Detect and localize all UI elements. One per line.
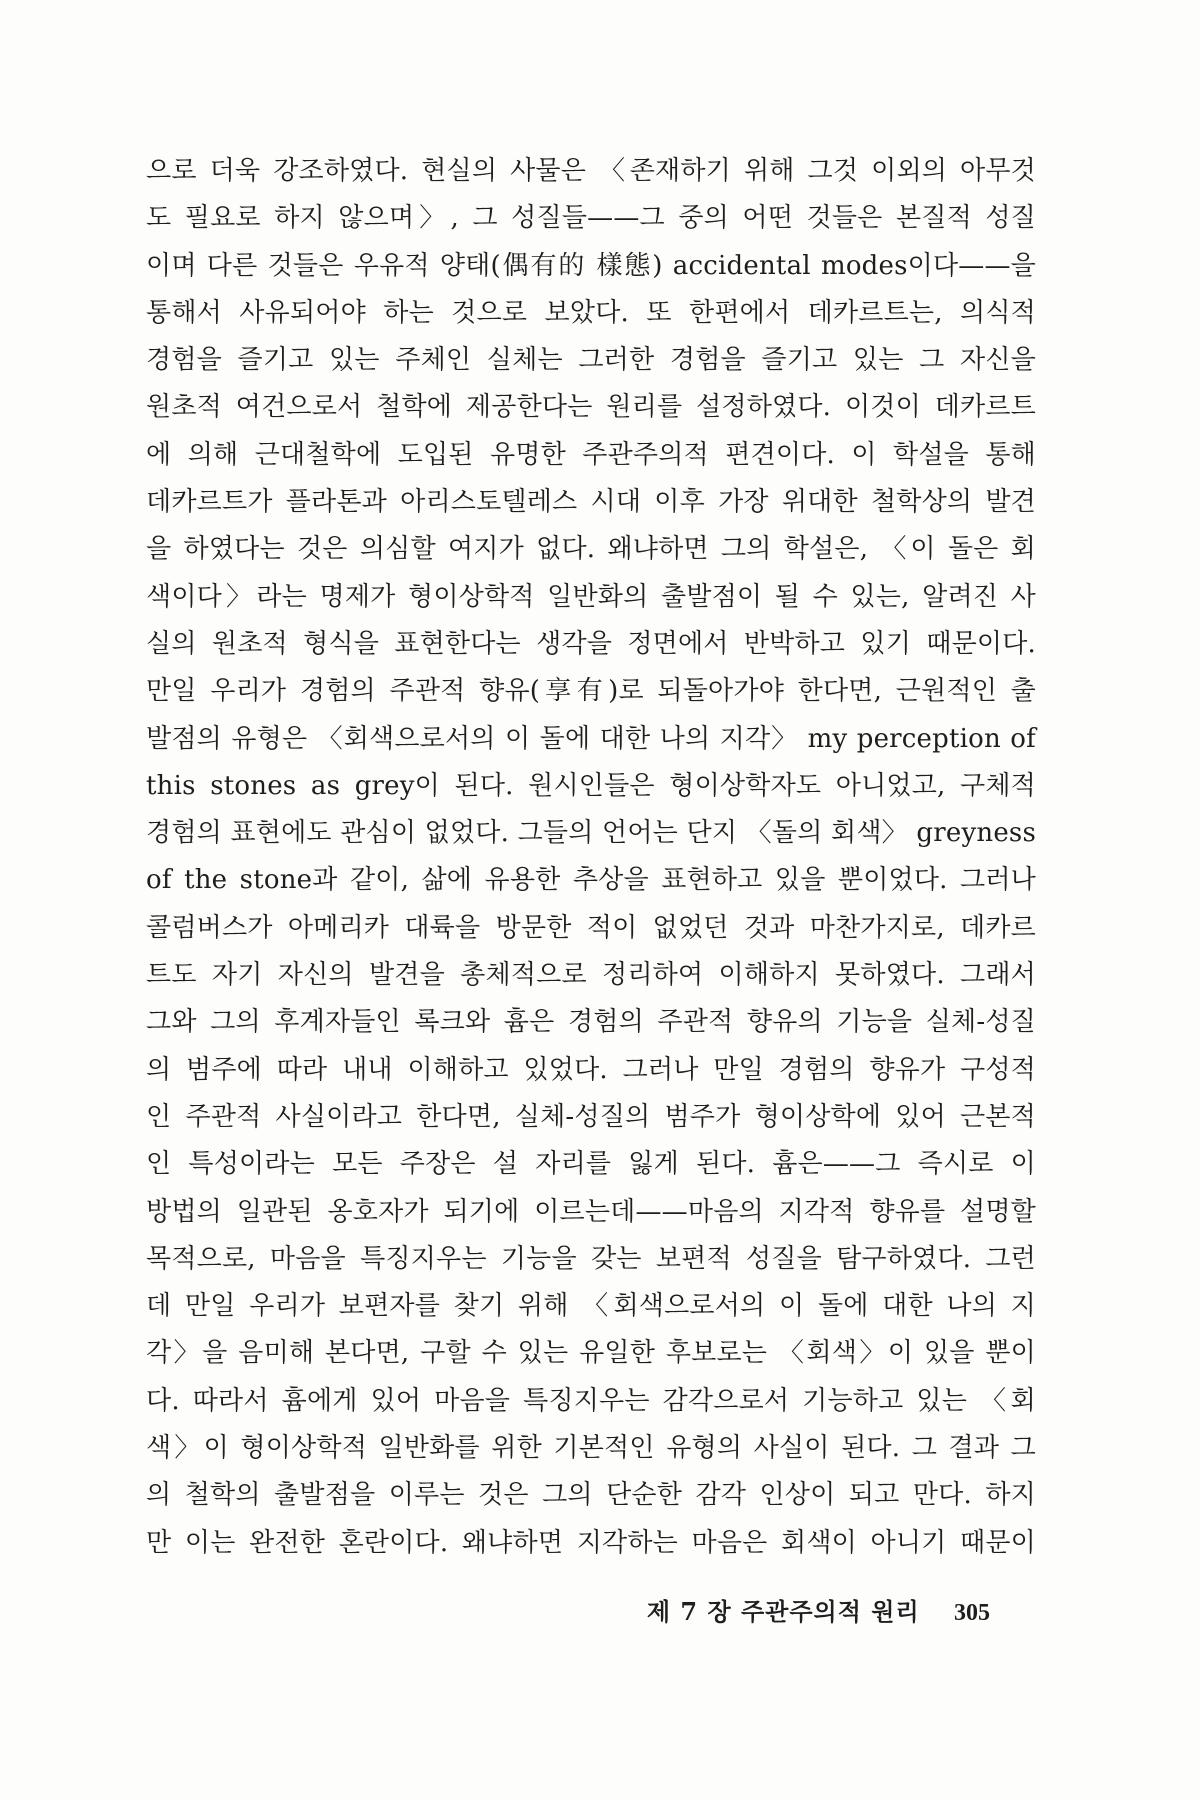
text-line: 발점의 유형은 〈회색으로서의 이 돌에 대한 나의 지각〉 my perception of bbox=[146, 723, 1036, 754]
page-footer bbox=[647, 1592, 990, 1627]
text-line: 의 범주에 따라 내내 이해하고 있었다. 그러나 만일 경험의 향유가 구성적 bbox=[146, 1054, 1036, 1085]
text-line: 통해서 사유되어야 하는 것으로 보았다. 또 한편에서 데카르트는, 의식적 bbox=[146, 297, 1036, 328]
text-line: 실의 원초적 형식을 표현한다는 생각을 정면에서 반박하고 있기 때문이다. bbox=[146, 628, 1036, 659]
text-line: 데 만일 우리가 보편자를 찾기 위해 〈회색으로서의 이 돌에 대한 나의 지 bbox=[146, 1291, 1036, 1322]
text-line: 경험의 표현에도 관심이 없었다. 그들의 언어는 단지 〈돌의 회색〉 greyness bbox=[146, 818, 1036, 849]
body-text bbox=[146, 148, 1036, 1567]
text-line: 을 하였다는 것은 의심할 여지가 없다. 왜냐하면 그의 학설은, 〈이 돌은 회 bbox=[146, 534, 1036, 565]
text-line: this stones as grey이 된다. 원시인들은 형이상학자도 아니었고, 구체적 bbox=[146, 770, 1036, 801]
text-line: 경험을 즐기고 있는 주체인 실체는 그러한 경험을 즐기고 있는 그 자신을 bbox=[146, 345, 1036, 376]
text-line: 목적으로, 마음을 특징지우는 기능을 갖는 보편적 성질을 탐구하였다. 그런 bbox=[146, 1243, 1036, 1274]
text-line: 다. 따라서 흄에게 있어 마음을 특징지우는 감각으로서 기능하고 있는 〈회 bbox=[146, 1385, 1036, 1416]
text-line: 도 필요로 하지 않으며〉, 그 성질들——그 중의 어떤 것들은 본질적 성질 bbox=[146, 203, 1036, 234]
text-line: 인 특성이라는 모든 주장은 설 자리를 잃게 된다. 흄은——그 즉시로 이 bbox=[146, 1149, 1036, 1180]
chapter-title: 제 7 장 주관주의적 원리 bbox=[646, 1597, 920, 1626]
text-line: 이며 다른 것들은 우유적 양태(偶有的 樣態) accidental modes이다——을 bbox=[146, 250, 1036, 281]
text-line: 에 의해 근대철학에 도입된 유명한 주관주의적 편견이다. 이 학설을 통해 bbox=[146, 439, 1036, 470]
text-line: 만일 우리가 경험의 주관적 향유(享有)로 되돌아가야 한다면, 근원적인 출 bbox=[146, 676, 1036, 707]
text-line: 원초적 여건으로서 철학에 제공한다는 원리를 설정하였다. 이것이 데카르트 bbox=[146, 392, 1036, 423]
text-line: 색〉이 형이상학적 일반화를 위한 기본적인 유형의 사실이 된다. 그 결과 그 bbox=[146, 1433, 1036, 1464]
text-line: 데카르트가 플라톤과 아리스토텔레스 시대 이후 가장 위대한 철학상의 발견 bbox=[146, 487, 1036, 518]
text-line: 콜럼버스가 아메리카 대륙을 방문한 적이 없었던 것과 마찬가지로, 데카르 bbox=[146, 912, 1036, 943]
text-line: 그와 그의 후계자들인 록크와 흄은 경험의 주관적 향유의 기능을 실체-성질 bbox=[146, 1007, 1036, 1038]
text-line: 각〉을 음미해 본다면, 구할 수 있는 유일한 후보로는 〈회색〉이 있을 뿐이 bbox=[146, 1338, 1036, 1369]
text-line: 으로 더욱 강조하였다. 현실의 사물은 〈존재하기 위해 그것 이외의 아무것 bbox=[146, 156, 1036, 186]
text-line: 색이다〉라는 명제가 형이상학적 일반화의 출발점이 될 수 있는, 알려진 사 bbox=[146, 581, 1036, 612]
page-number: 305 bbox=[954, 1600, 990, 1626]
text-line: 방법의 일관된 옹호자가 되기에 이르는데——마음의 지각적 향유를 설명할 bbox=[146, 1196, 1036, 1227]
text-line: 만 이는 완전한 혼란이다. 왜냐하면 지각하는 마음은 회색이 아니기 때문이 bbox=[146, 1527, 1036, 1558]
text-line: 의 철학의 출발점을 이루는 것은 그의 단순한 감각 인상이 되고 만다. 하지 bbox=[146, 1480, 1036, 1511]
text-line: 인 주관적 사실이라고 한다면, 실체-성질의 범주가 형이상학에 있어 근본적 bbox=[146, 1101, 1036, 1132]
text-line: of the stone과 같이, 삶에 유용한 추상을 표현하고 있을 뿐이었다. 그러나 bbox=[146, 865, 1036, 896]
text-line: 트도 자기 자신의 발견을 총체적으로 정리하여 이해하지 못하였다. 그래서 bbox=[146, 960, 1036, 991]
